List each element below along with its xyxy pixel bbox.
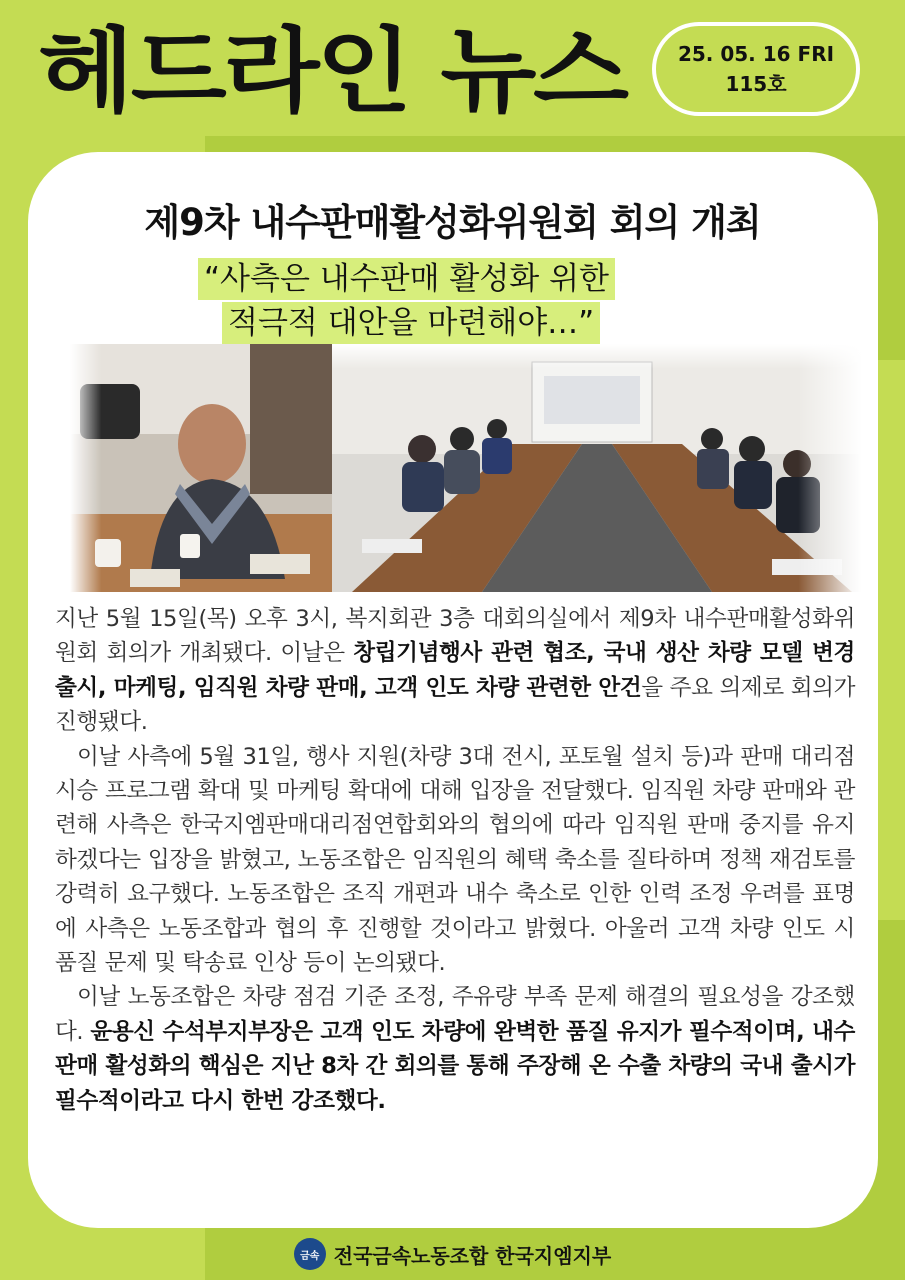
paragraph-text: 을 주요 의제로 회의가 진행됐다. (55, 674, 855, 736)
footer (0, 1236, 905, 1272)
meeting-photo-speaker (70, 344, 332, 592)
issue-badge (652, 22, 860, 116)
article-paragraph: 이날 사측에 5월 31일, 행사 지원(차량 3대 전시, 포토월 설치 등)과 판매 대리점 시승 프로그램 확대 및 마케팅 확대에 대해 입장을 전달했다. 임직원 차량 판매와 관련해 사측은 한국지엠판매대리점연합회와의 협의에 따라 임직원 판매 중지를 유지하겠다는 입장을 밝혔고, 노동조합은 임직원의 혜택 축소를 질타하며 정책 재검토를 강력히 요구했다. 노동조합은 조직 개편과 내수 축소로 인한 인력 조정 우려를 표명에 사측은 노동조합과 협의 후 진행할 것이라고 밝혔다. 아울러 고객 차량 인도 시 품질 문제 및 탁송료 인상 등이 논의됐다. (55, 743, 855, 977)
issue-date: 25. 05. 16 FRI (677, 42, 835, 66)
organization-name: 전국금속노동조합 한국지엠지부 (333, 1243, 612, 1268)
emphasized-text: 창립기념행사 관련 협조, 국내 생산 차량 모델 변경 출시, 마케팅, 임직원 차량 판매, 고객 인도 차량 관련한 안건 (55, 640, 855, 701)
pull-quote-line: 적극적 대안을 마련해야…” (222, 302, 600, 344)
article-paragraph (55, 980, 855, 1118)
article-body (55, 602, 855, 1118)
article-headline: 제9차 내수판매활성화위원회 회의 개최 (144, 201, 761, 244)
masthead-title: 헤드라인 뉴스 (38, 18, 626, 125)
union-logo: 금속 (294, 1238, 326, 1270)
article-paragraph (55, 602, 855, 740)
issue-number: 115호 (725, 72, 787, 96)
pull-quote-line: “사측은 내수판매 활성화 위한 (198, 258, 615, 300)
paragraph-text: 지난 5월 15일(목) 오후 3시, 복지회관 3층 대회의실에서 제9차 내수판매활성화위원회 회의가 개최됐다. 이날은 (55, 606, 855, 667)
paragraph-text: 이날 노동조합은 차량 점검 기준 조정, 주유량 부족 문제 해결의 필요성을 강조했다. (55, 984, 855, 1045)
emphasized-text: 윤용신 수석부지부장은 고객 인도 차량에 완벽한 품질 유지가 필수적이며, 내수판매 활성화의 핵심은 지난 8차 간 회의를 통해 주장해 온 수출 차량의 국내 출시가 필수적이라고 다시 한번 강조했다. (55, 1018, 855, 1114)
meeting-photo-room (332, 344, 862, 592)
